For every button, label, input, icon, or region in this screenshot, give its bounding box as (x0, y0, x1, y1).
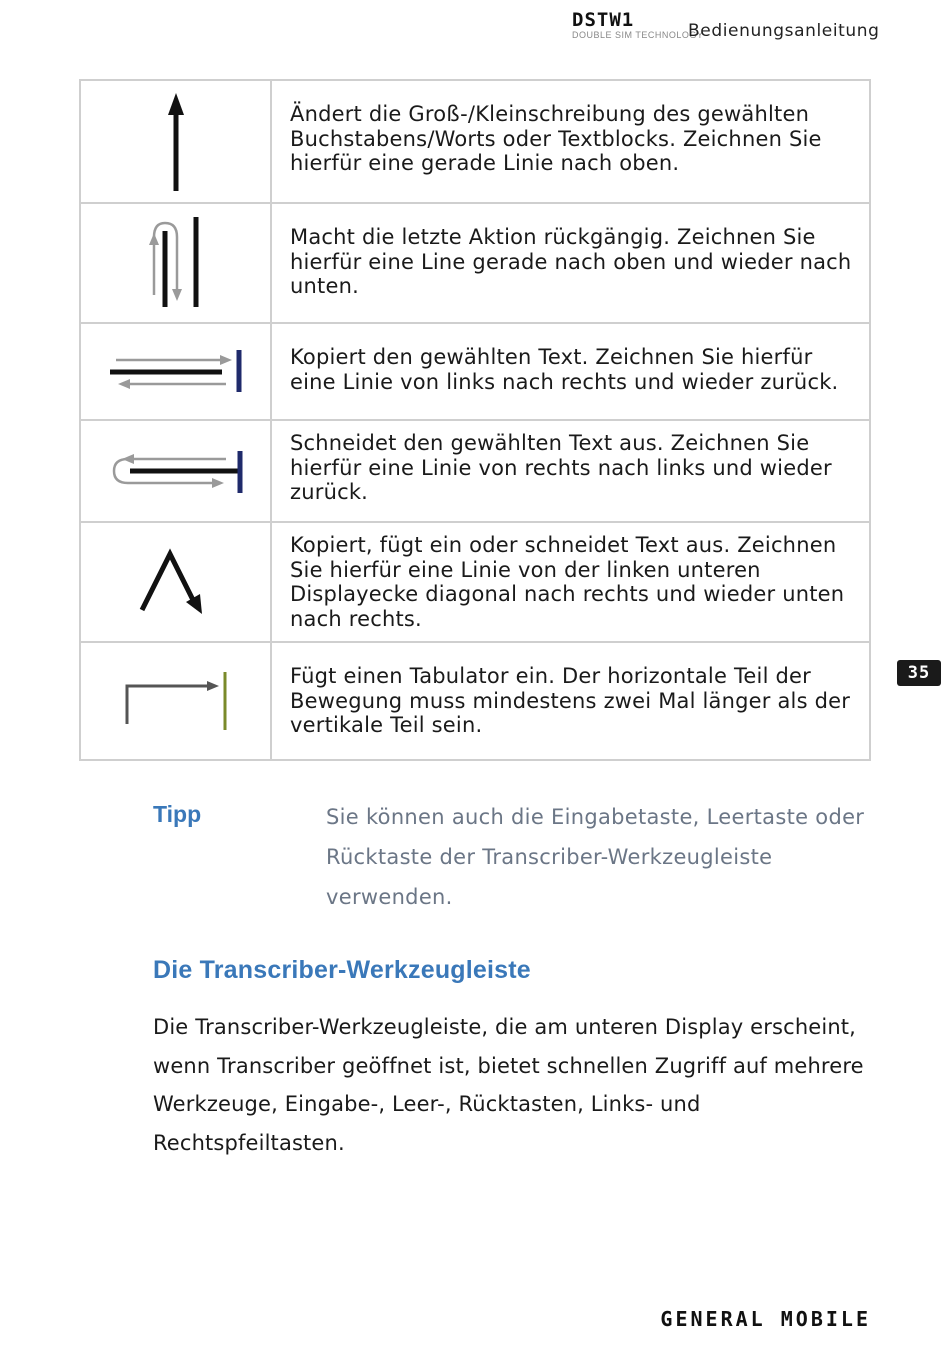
icon-cell (80, 323, 271, 420)
icon-cell (80, 80, 271, 203)
tip-text: Sie können auch die Eingabetaste, Leertaste oder Rücktaste der Transcriber-Werkzeugleiste verwenden. (326, 805, 865, 909)
icon-cell (80, 203, 271, 323)
logo-text: DSTW1 (572, 9, 635, 31)
undo-gesture-icon (141, 215, 211, 311)
cut-gesture-icon (106, 446, 246, 496)
table-row (80, 420, 870, 522)
page-number-badge: 35 (897, 660, 941, 686)
footer-brand: GENERAL MOBILE (660, 1307, 871, 1331)
gesture-description: Fügt einen Tabulator ein. Der horizontale Teil der Bewegung muss mindestens zwei Mal länger als der vertikale Teil sein. (271, 642, 870, 760)
gesture-description: Schneidet den gewählten Text aus. Zeichnen Sie hierfür eine Linie von rechts nach links und wieder zurück. (271, 420, 870, 522)
table-row (80, 323, 870, 420)
gesture-table (79, 79, 871, 761)
header-logo (572, 9, 704, 40)
gesture-description: Macht die letzte Aktion rückgängig. Zeichnen Sie hierfür eine Line gerade nach oben und wieder nach unten. (271, 203, 870, 323)
page-header-title: Bedienungsanleitung (688, 21, 880, 41)
paste-gesture-icon (136, 544, 216, 620)
section-title: Die Transcriber-Werkzeugleiste (153, 956, 531, 984)
icon-cell (80, 522, 271, 642)
gesture-description: Kopiert, fügt ein oder schneidet Text aus. Zeichnen Sie hierfür eine Linie von der linken unteren Displayecke diagonal nach rechts und wieder unten nach rechts. (271, 522, 870, 642)
tip-label: Tipp (153, 801, 202, 827)
gesture-description: Ändert die Groß-/Kleinschreibung des gewählten Buchstabens/Worts oder Textblocks. Zeichnen Sie hierfür eine gerade Linie nach oben. (271, 80, 870, 203)
gesture-description: Kopiert den gewählten Text. Zeichnen Sie hierfür eine Linie von links nach rechts und wieder zurück. (271, 323, 870, 420)
section-body: Die Transcriber-Werkzeugleiste, die am unteren Display erscheint, wenn Transcriber geöffnet ist, bietet schnellen Zugriff auf mehrere Werkzeuge, Eingabe-, Leer-, Rücktasten, Links- und Rechtspfeiltasten. (153, 1015, 864, 1155)
copy-gesture-icon (106, 347, 246, 397)
logo-subtitle: DOUBLE SIM TECHNOLOGY (572, 30, 704, 40)
icon-cell (80, 420, 271, 522)
tab-gesture-icon (121, 668, 231, 734)
table-row (80, 522, 870, 642)
icon-cell (80, 642, 271, 760)
arrow-up-icon (146, 87, 206, 197)
table-row (80, 80, 870, 203)
table-row (80, 642, 870, 760)
table-row (80, 203, 870, 323)
